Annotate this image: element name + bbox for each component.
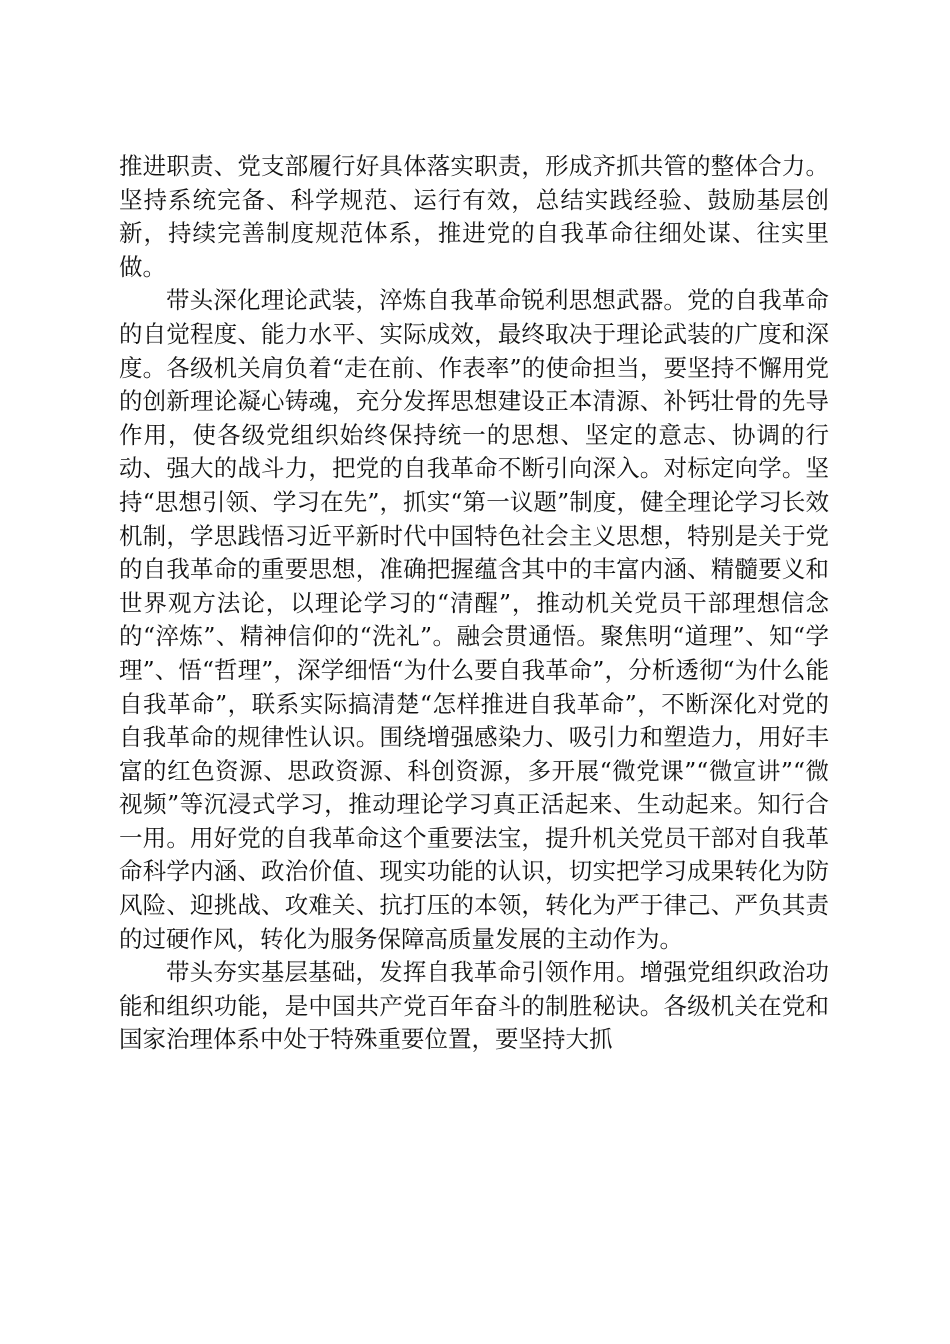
paragraph-2: 带头深化理论武装，淬炼自我革命锐利思想武器。党的自我革命的自觉程度、能力水平、实际成效，最终取决于理论武装的广度和深度。各级机关肩负着“走在前、作表率”的使命担当，要坚持不懈用党的创新理论凝心铸魂，充分发挥思想建设正本清源、补钙壮骨的先导作用，使各级党组织始终保持统一的思想、坚定的意志、协调的行动、强大的战斗力，把党的自我革命不断引向深入。对标定向学。坚持“思想引领、学习在先”，抓实“第一议题”制度，健全理论学习长效机制，学思践悟习近平新时代中国特色社会主义思想，特别是关于党的自我革命的重要思想，准确把握蕴含其中的丰富内涵、精髓要义和世界观方法论，以理论学习的“清醒”，推动机关党员干部理想信念的“淬炼”、精神信仰的“洗礼”。融会贯通悟。聚焦明“道理”、知“学理”、悟“哲理”，深学细悟“为什么要自我革命”，分析透彻“为什么能自我革命”，联系实际搞清楚“怎样推进自我革命”，不断深化对党的自我革命的规律性认识。围绕增强感染力、吸引力和塑造力，用好丰富的红色资源、思政资源、科创资源，多开展“微党课”“微宣讲”“微视频”等沉浸式学习，推动理论学习真正活起来、生动起来。知行合一用。用好党的自我革命这个重要法宝，提升机关党员干部对自我革命科学内涵、政治价值、现实功能的认识，切实把学习成果转化为防风险、迎挑战、攻难关、抗打压的本领，转化为严于律己、严负其责的过硬作风，转化为服务保障高质量发展的主动作为。 — [119, 286, 829, 953]
paragraph-3: 带头夯实基层基础，发挥自我革命引领作用。增强党组织政治功能和组织功能，是中国共产党百年奋斗的制胜秘诀。各级机关在党和国家治理体系中处于特殊重要位置，要坚持大抓 — [119, 958, 829, 1054]
body-text — [119, 150, 829, 1057]
paragraph-1: 推进职责、党支部履行好具体落实职责，形成齐抓共管的整体合力。坚持系统完备、科学规范、运行有效，总结实践经验、鼓励基层创新，持续完善制度规范体系，推进党的自我革命往细处谋、往实里做。 — [119, 152, 829, 281]
